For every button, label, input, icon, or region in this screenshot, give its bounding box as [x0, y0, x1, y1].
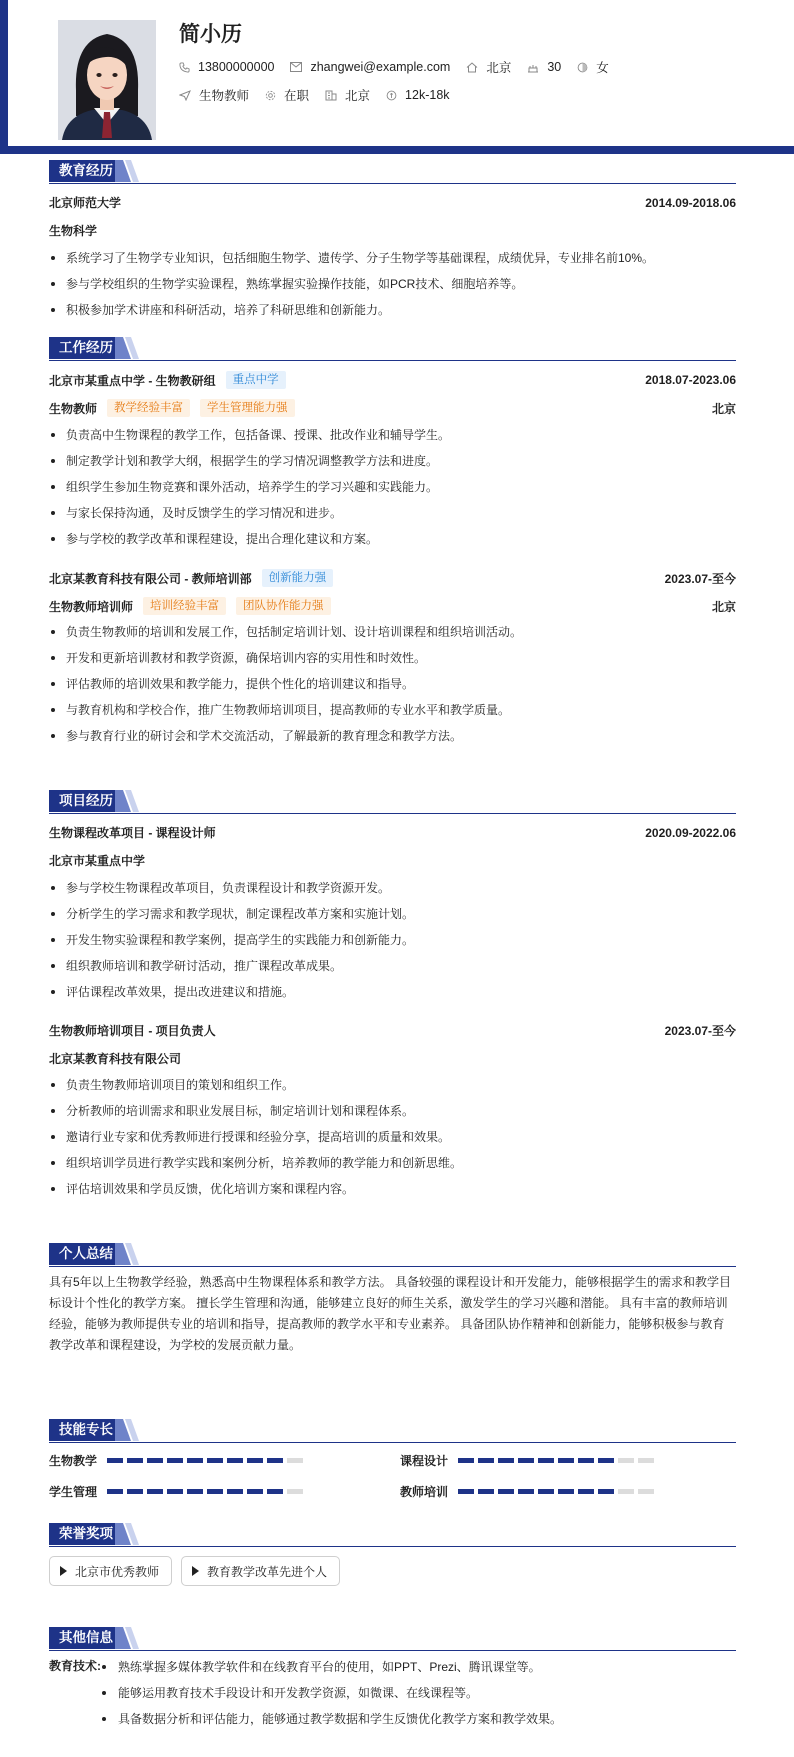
play-icon — [60, 1566, 67, 1576]
org-tag: 重点中学 — [226, 371, 286, 389]
section-header — [49, 1417, 736, 1443]
section-header — [49, 1521, 736, 1547]
skill-level-segment — [127, 1458, 143, 1463]
list-item: 评估培训效果和学员反馈，优化培训方案和课程内容。 — [49, 1179, 736, 1205]
skill-name: 教师培训 — [400, 1485, 449, 1499]
city-item — [466, 58, 511, 76]
job-date: 2018.07-2023.06 — [645, 373, 736, 387]
list-item: 组织培训学员进行教学实践和案例分析，培养教师的教学能力和创新思维。 — [49, 1153, 736, 1179]
status-item — [265, 86, 309, 104]
city-text: 北京 — [486, 61, 512, 75]
honor-item — [49, 1556, 172, 1586]
skill-level-segment — [287, 1489, 303, 1494]
email-text: zhangwei@example.com — [310, 60, 451, 74]
skill-level-segment — [638, 1458, 654, 1463]
age-text: 30 — [547, 60, 562, 74]
skill-name: 生物教学 — [49, 1454, 98, 1468]
avatar-illustration — [58, 20, 156, 140]
skill-level-segment — [618, 1489, 634, 1494]
list-item: 开发生物实验课程和教学案例，提高学生的实践能力和创新能力。 — [49, 930, 736, 956]
title-decoration — [115, 1523, 141, 1545]
mail-icon — [290, 62, 302, 72]
school-name: 北京师范大学 — [49, 196, 122, 210]
skill-name: 学生管理 — [49, 1485, 98, 1499]
skill-level-segment — [167, 1489, 183, 1494]
skill-level-segment — [598, 1489, 614, 1494]
phone-item — [179, 60, 274, 74]
job-org: 北京市某重点中学 - 生物教研组 — [49, 373, 216, 388]
gender-item — [577, 58, 609, 76]
project-name: 生物教师培训项目 - 项目负责人 — [49, 1024, 216, 1038]
skill-level-segment — [247, 1458, 263, 1463]
skill-level-segment — [478, 1458, 494, 1463]
skill-level-bar — [458, 1489, 658, 1494]
summary-line: 标设计个性化的教学方案。 擅长学生管理和沟通，能够建立良好的师生关系，激发学生的学习兴趣和潜能。 具有丰富的教师培训 — [49, 1296, 728, 1310]
email-item — [290, 60, 450, 74]
skill-level-bar — [107, 1458, 307, 1463]
summary-line: 具有5年以上生物教学经验，熟悉高中生物课程体系和教学方法。 具备较强的课程设计和开发能力，能够根据学生的需求和教学目 — [49, 1275, 732, 1289]
list-item: 负责生物教师的培训和发展工作，包括制定培训计划、设计培训课程和组织培训活动。 — [49, 622, 736, 648]
cake-icon — [527, 62, 539, 73]
skill-level-segment — [207, 1458, 223, 1463]
salary-text: 12k-18k — [405, 88, 450, 102]
job-role-row — [49, 399, 736, 417]
skill-level-segment — [167, 1458, 183, 1463]
job-intent-row — [179, 86, 466, 104]
honors-list — [49, 1556, 736, 1586]
job-header — [49, 569, 736, 587]
project-header — [49, 824, 736, 841]
age-item — [527, 60, 561, 74]
skill-level-segment — [498, 1489, 514, 1494]
project-name: 生物课程改革项目 - 课程设计师 — [49, 826, 216, 840]
job-bullets — [49, 425, 736, 555]
title-decoration — [115, 1243, 141, 1265]
skill-level-segment — [147, 1458, 163, 1463]
list-item: 与家长保持沟通，及时反馈学生的学习情况和进步。 — [49, 503, 736, 529]
title-decoration — [115, 160, 141, 182]
job-role: 生物教师培训师 — [49, 599, 134, 614]
skill-level-segment — [538, 1458, 554, 1463]
project-date: 2020.09-2022.06 — [645, 825, 736, 840]
skill-tag: 团队协作能力强 — [236, 597, 331, 615]
list-item: 参与学校的教学改革和课程建设，提出合理化建议和方案。 — [49, 529, 736, 555]
list-item: 分析学生的学习需求和教学现状，制定课程改革方案和实施计划。 — [49, 904, 736, 930]
building-icon — [325, 90, 337, 101]
list-item: 参与学校组织的生物学实验课程，熟练掌握实验操作技能，如PCR技术、细胞培养等。 — [49, 274, 736, 300]
header-divider — [0, 146, 794, 154]
skills-section — [49, 1417, 736, 1499]
education-date: 2014.09-2018.06 — [645, 195, 736, 210]
summary-section — [49, 1241, 736, 1352]
honors-section — [49, 1521, 736, 1579]
list-item: 评估教师的培训效果和教学能力，提供个性化的培训建议和指导。 — [49, 674, 736, 700]
list-item: 能够运用教育技术手段设计和开发教学资源，如微课、在线课程等。 — [99, 1683, 736, 1709]
section-title: 技能专长 — [49, 1419, 123, 1441]
list-item: 具备数据分析和评估能力，能够通过教学数据和学生反馈优化教学方案和教学效果。 — [99, 1709, 736, 1735]
projects-section — [49, 788, 736, 1196]
section-header — [49, 788, 736, 814]
skill-level-segment — [558, 1489, 574, 1494]
list-item: 负责生物教师培训项目的策划和组织工作。 — [49, 1075, 736, 1101]
skill-tag: 培训经验丰富 — [143, 597, 226, 615]
skill-item — [49, 1452, 307, 1469]
skill-level-segment — [598, 1458, 614, 1463]
skill-level-segment — [518, 1489, 534, 1494]
title-decoration — [115, 1419, 141, 1441]
skill-level-bar — [107, 1489, 307, 1494]
title-decoration — [115, 1627, 141, 1649]
section-header — [49, 1625, 736, 1651]
skill-level-segment — [558, 1458, 574, 1463]
honor-text: 北京市优秀教师 — [75, 1564, 160, 1579]
job-location: 北京 — [711, 401, 736, 416]
home-icon — [466, 62, 478, 73]
project-org: 北京市某重点中学 — [49, 854, 146, 868]
skill-level-segment — [538, 1489, 554, 1494]
project-bullets — [49, 1075, 736, 1205]
status-text: 在职 — [284, 89, 310, 103]
summary-line: 经验，能够为教师提供专业的培训和指导，提高教师的教学水平和专业素养。 具备团队协作精神和创新能力，能够积极参与教育 — [49, 1317, 725, 1331]
skill-level-segment — [227, 1489, 243, 1494]
skill-level-segment — [267, 1489, 283, 1494]
skill-level-segment — [518, 1458, 534, 1463]
list-item: 负责高中生物课程的教学工作，包括备课、授课、批改作业和辅导学生。 — [49, 425, 736, 451]
project-org: 北京某教育科技有限公司 — [49, 1052, 182, 1066]
skill-level-segment — [578, 1458, 594, 1463]
resume-header — [8, 0, 794, 146]
phone-text: 13800000000 — [198, 60, 275, 74]
skill-level-bar — [458, 1458, 658, 1463]
skill-level-segment — [578, 1489, 594, 1494]
section-title: 教育经历 — [49, 160, 123, 182]
skill-item — [400, 1483, 658, 1500]
job-location: 北京 — [711, 599, 736, 614]
job-role: 生物教师 — [49, 401, 98, 416]
skill-level-segment — [267, 1458, 283, 1463]
section-title: 项目经历 — [49, 790, 123, 812]
skill-level-segment — [187, 1489, 203, 1494]
skill-level-segment — [638, 1489, 654, 1494]
work-section — [49, 335, 736, 743]
job-org: 北京某教育科技有限公司 - 教师培训部 — [49, 571, 252, 586]
project-header — [49, 1022, 736, 1039]
send-icon — [179, 90, 191, 101]
list-item: 组织学生参加生物竞赛和课外活动，培养学生的学习兴趣和实践能力。 — [49, 477, 736, 503]
skill-level-segment — [187, 1458, 203, 1463]
section-header — [49, 1241, 736, 1267]
list-item: 邀请行业专家和优秀教师进行授课和经验分享，提高培训的质量和效果。 — [49, 1127, 736, 1153]
job-date: 2023.07-至今 — [664, 571, 736, 586]
list-item: 参与教育行业的研讨会和学术交流活动，了解最新的教育理念和教学方法。 — [49, 726, 736, 752]
section-title: 工作经历 — [49, 337, 123, 359]
skill-level-segment — [287, 1458, 303, 1463]
section-header — [49, 335, 736, 361]
contact-row — [179, 58, 625, 76]
org-tag: 创新能力强 — [262, 569, 334, 587]
list-item: 开发和更新培训教材和教学资源，确保培训内容的实用性和时效性。 — [49, 648, 736, 674]
list-item: 组织教师培训和教学研讨活动，推广课程改革成果。 — [49, 956, 736, 982]
phone-icon — [179, 62, 190, 73]
avatar-photo — [58, 20, 156, 140]
section-title: 其他信息 — [49, 1627, 123, 1649]
education-section — [49, 158, 736, 317]
skill-level-segment — [127, 1489, 143, 1494]
skill-level-segment — [458, 1458, 474, 1463]
list-item: 积极参加学术讲座和科研活动，培养了科研思维和创新能力。 — [49, 300, 736, 326]
job-role-row — [49, 597, 736, 615]
education-bullets — [49, 248, 736, 326]
project-bullets — [49, 878, 736, 1008]
play-icon — [192, 1566, 199, 1576]
summary-line: 教学改革和课程建设，为学校的发展贡献力量。 — [49, 1338, 302, 1352]
target-city-text: 北京 — [345, 89, 371, 103]
job-header — [49, 371, 736, 389]
skill-tag: 教学经验丰富 — [107, 399, 190, 417]
target-city-item — [325, 86, 370, 104]
gear-icon — [265, 90, 276, 101]
skill-level-segment — [478, 1489, 494, 1494]
list-item: 参与学校生物课程改革项目，负责课程设计和教学资源开发。 — [49, 878, 736, 904]
skill-item — [49, 1483, 307, 1500]
project-date: 2023.07-至今 — [664, 1024, 736, 1038]
skill-level-segment — [107, 1458, 123, 1463]
skill-item — [400, 1452, 658, 1469]
section-header — [49, 158, 736, 184]
list-item: 分析教师的培训需求和职业发展目标，制定培训计划和课程体系。 — [49, 1101, 736, 1127]
other-label: 教育技术: — [49, 1659, 101, 1673]
skill-level-segment — [227, 1458, 243, 1463]
skill-level-segment — [107, 1489, 123, 1494]
summary-text — [49, 1272, 736, 1356]
skill-name: 课程设计 — [400, 1454, 449, 1468]
major-name: 生物科学 — [49, 224, 98, 238]
list-item: 熟练掌握多媒体教学软件和在线教育平台的使用，如PPT、Prezi、腾讯课堂等。 — [99, 1657, 736, 1683]
section-title: 荣誉奖项 — [49, 1523, 123, 1545]
left-accent-bar — [0, 0, 8, 154]
salary-item — [386, 88, 449, 102]
project-org-row — [49, 852, 736, 869]
job-bullets — [49, 622, 736, 752]
other-bullets — [99, 1657, 736, 1735]
project-org-row — [49, 1050, 736, 1067]
other-section — [49, 1625, 736, 1726]
gender-icon — [577, 62, 588, 73]
list-item: 制定教学计划和教学大纲，根据学生的学习情况调整教学方法和进度。 — [49, 451, 736, 477]
skill-level-segment — [207, 1489, 223, 1494]
gender-text: 女 — [596, 61, 609, 75]
list-item: 与教育机构和学校合作，推广生物教师培训项目，提高教师的专业水平和教学质量。 — [49, 700, 736, 726]
section-title: 个人总结 — [49, 1243, 123, 1265]
skill-level-segment — [618, 1458, 634, 1463]
title-decoration — [115, 790, 141, 812]
skill-tag: 学生管理能力强 — [200, 399, 295, 417]
job-item — [179, 86, 249, 104]
education-item-header — [49, 194, 736, 211]
list-item: 评估课程改革效果，提出改进建议和措施。 — [49, 982, 736, 1008]
candidate-name: 简小历 — [179, 23, 242, 46]
major-row — [49, 222, 736, 239]
honor-item — [181, 1556, 340, 1586]
skill-level-segment — [247, 1489, 263, 1494]
skill-level-segment — [458, 1489, 474, 1494]
job-text: 生物教师 — [199, 89, 250, 103]
coin-icon — [386, 90, 397, 101]
list-item: 系统学习了生物学专业知识，包括细胞生物学、遗传学、分子生物学等基础课程，成绩优异，专业排名前10%。 — [49, 248, 736, 274]
honor-text: 教育教学改革先进个人 — [207, 1564, 328, 1579]
skill-level-segment — [147, 1489, 163, 1494]
skill-level-segment — [498, 1458, 514, 1463]
title-decoration — [115, 337, 141, 359]
